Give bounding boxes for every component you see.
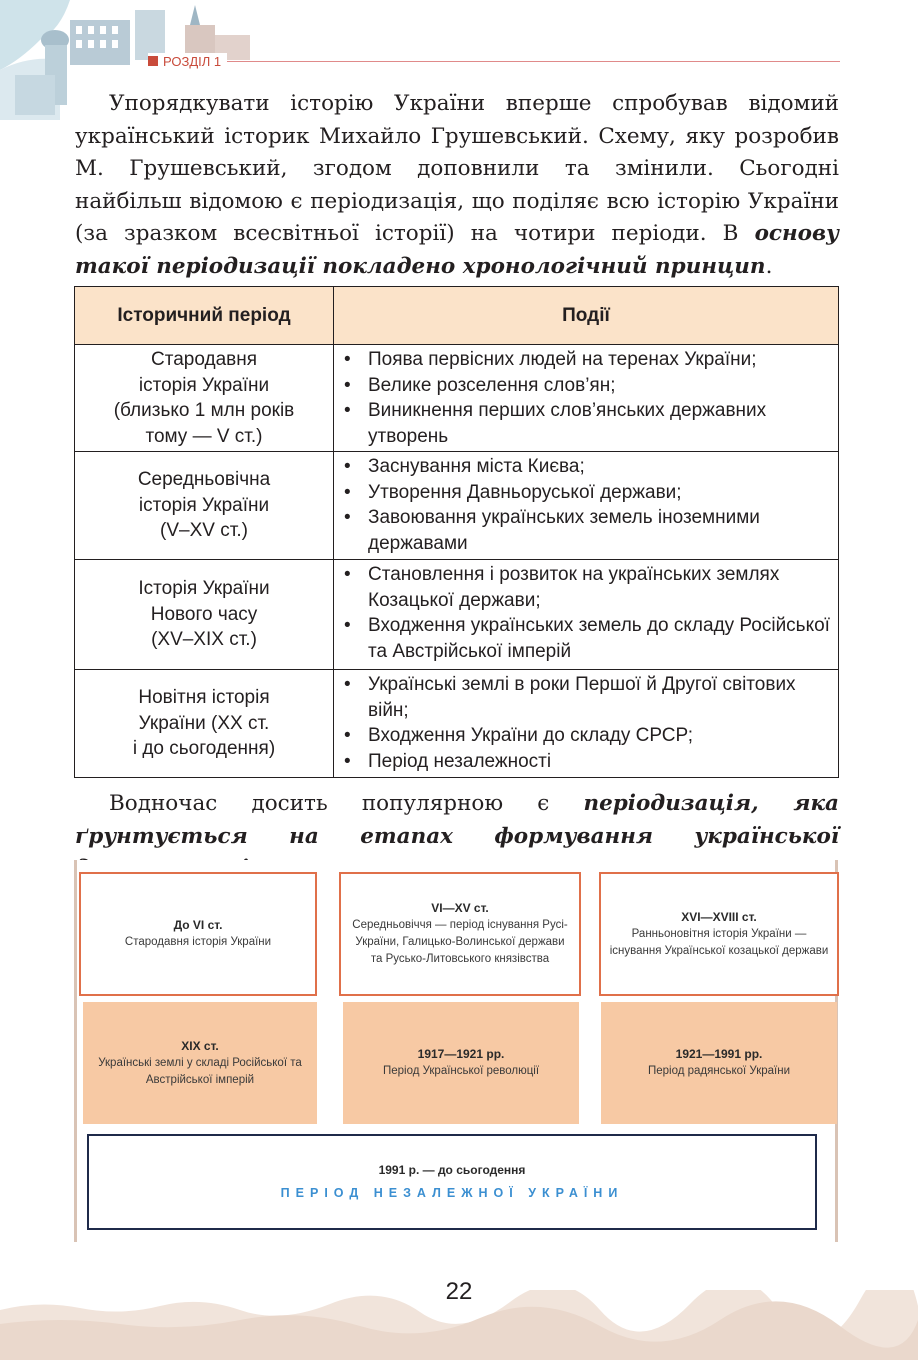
intro-emphasis: основу такої періодизації покладено хронологічний принцип	[75, 221, 839, 279]
period-line: (близько 1 млн років	[113, 400, 295, 421]
event-item: • Входження українських земель до складу Російської та Австрійської імперій	[340, 613, 832, 664]
events-cell	[334, 560, 839, 670]
period-line: Середньовічна	[137, 469, 271, 491]
header-events: Події	[334, 287, 839, 345]
period-line: тому — V ст.)	[145, 425, 263, 447]
period-line: Нового часу	[150, 603, 258, 625]
diagram-box	[83, 1002, 317, 1124]
page-number: 22	[445, 1278, 473, 1305]
event-item: • Заснування міста Києва;	[340, 454, 832, 480]
event-item: • Завоювання українських земель іноземними державами	[340, 505, 832, 556]
second-emphasis: періодизація, яка ґрунтується на етапах формування української	[75, 791, 839, 849]
table-row	[75, 345, 839, 452]
diagram-box	[599, 872, 839, 996]
event-item: • Велике розселення слов’ян;	[340, 373, 832, 399]
event-item: • Виникнення перших слов’янських державних утворень	[340, 398, 832, 449]
header-period: Історичний період	[75, 287, 334, 345]
period-line: історія України	[138, 374, 270, 396]
table-header-row	[75, 287, 839, 345]
final-box-date: 1991 р. — до сьогодення	[378, 1163, 526, 1177]
period-line: історія України	[138, 494, 270, 516]
period-line: і до сьогодення)	[132, 738, 276, 760]
box-text: Середньовіччя — період існування Русі-України, Галицько-Волинської держави та Русько-Литовського князівства	[352, 919, 568, 965]
event-item: • Входження України до складу СРСР;	[340, 723, 832, 749]
period-cell	[75, 560, 334, 670]
event-item: • Українські землі в роки Першої й Другої світових війн;	[340, 672, 832, 723]
box-text: Ранньоновітня історія України — існування Української козацької держави	[609, 927, 829, 957]
section-label-text: РОЗДІЛ 1	[163, 53, 222, 69]
box-date: 1917—1921 рр.	[417, 1047, 505, 1061]
diagram-box	[339, 872, 581, 996]
period-line: України (XX ст.	[138, 712, 270, 734]
intro-text: Упорядкувати історію України вперше спробував відомий український історик Михайло Грушевський. Схему, яку розробив М. Грушевський, згодом доповнили та змінили. Сьогодні найбільш відомою є періодизація, що поділяє всю історію України (за зразком всесвітньої історії) на чотири періоди. В	[75, 91, 839, 246]
period-cell	[75, 670, 334, 778]
period-line: (V–XV ст.)	[160, 520, 248, 542]
periods-table	[74, 286, 839, 778]
diagram-box	[601, 1002, 837, 1124]
table-row	[75, 670, 839, 778]
footer-decoration	[0, 1290, 918, 1360]
box-text: Період радянської України	[647, 1065, 790, 1077]
periodization-diagram	[74, 860, 838, 1242]
period-line: Новітня історія	[138, 687, 270, 709]
section-label	[148, 53, 227, 69]
box-text: Стародавня історія України	[124, 936, 272, 948]
box-date: До VI ст.	[173, 918, 223, 932]
event-item: • Поява первісних людей на теренах України;	[340, 347, 832, 373]
period-line: Історія України	[138, 578, 270, 600]
box-text: Українські землі у складі Російської та Австрійської імперій	[98, 1056, 302, 1086]
diagram-final-box	[87, 1134, 817, 1230]
diagram-box	[79, 872, 317, 996]
box-date: XIX ст.	[181, 1038, 219, 1053]
header-rule	[150, 61, 840, 62]
table-row	[75, 452, 839, 560]
period-cell	[75, 345, 334, 452]
events-cell	[334, 452, 839, 560]
table-row	[75, 560, 839, 670]
event-item: • Утворення Давньоруської держави;	[340, 480, 832, 506]
event-item: • Період незалежності	[340, 749, 832, 775]
period-line: (XV–XIX ст.)	[151, 629, 257, 651]
box-date: 1921—1991 рр.	[675, 1047, 763, 1061]
section-marker-icon	[148, 56, 158, 66]
intro-end: .	[765, 253, 773, 279]
second-text: Водночас досить популярною є	[109, 791, 584, 816]
events-cell	[334, 670, 839, 778]
final-box-text: ПЕРІОД НЕЗАЛЕЖНОЇ УКРАЇНИ	[280, 1186, 624, 1200]
box-date: XVI—XVIII ст.	[681, 909, 757, 924]
events-cell	[334, 345, 839, 452]
period-cell	[75, 452, 334, 560]
box-date: VI—XV ст.	[431, 901, 489, 915]
period-line: Стародавня	[150, 349, 258, 370]
box-text: Період Української революції	[382, 1065, 540, 1077]
event-item: • Становлення і розвиток на українських землях Козацької держави;	[340, 562, 832, 613]
intro-paragraph	[75, 88, 839, 283]
diagram-box	[343, 1002, 579, 1124]
